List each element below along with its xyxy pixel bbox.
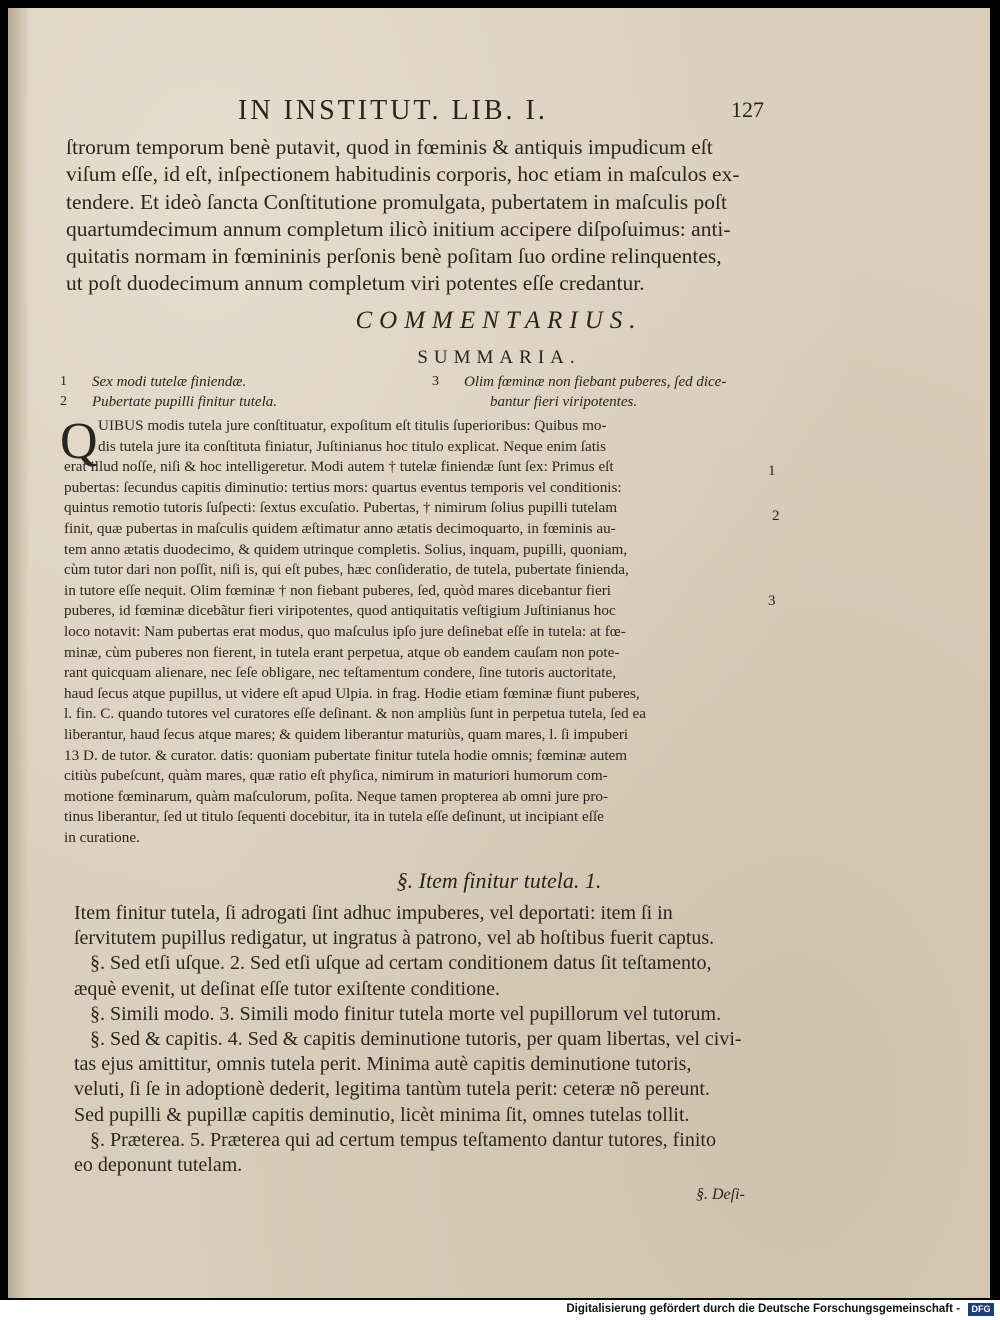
text-line: tem anno ætatis duodecimo, & quidem utrinque completis. Solius, inquam, pupilli, quoniam, [64,540,628,558]
text-line: ſtrorum temporum benè putavit, quod in fœminis & antiquis impudicum eſt [66,135,713,159]
text-line: puberes, id fœminæ dicebãtur fieri viripotentes, quod antiquitatis veſtigium Juſtinianus hoc [64,602,616,620]
running-title: IN INSTITUT. LIB. I. [238,95,548,126]
margin-number: 3 [768,593,776,609]
text-line: 13 D. de tutor. & curator. datis: quoniam pubertate finitur tutela hodie omnis; fœminæ autem [64,746,628,764]
text-line: minæ, cùm puberes non fierent, in tutela erant perpetua, atque ob eandem cauſam non pote- [64,643,620,661]
summary-number: 2 [60,394,67,409]
footer-credit: Digitalisierung gefördert durch die Deutsche Forschungsgemeinschaft - [566,1303,960,1315]
text-line: dis tutela jure ita conſtituta finiatur, Juſtinianus hoc titulo explicat. Neque enim ſatis [98,437,607,455]
text-line: citiùs pubeſcunt, quàm mares, quæ ratio eſt phyſica, nimirum in maturiori humorum com- [64,767,608,785]
text-line: rant quicquam alienare, nec ſeſe obligare, nec teſtamentum condere, ſine tutoris auctoritate, [64,664,616,682]
summary-item: Olim fœminæ non fiebant puberes, ſed dice- [464,374,727,390]
summary-item: Sex modi tutelæ finiendæ. [92,374,247,390]
text-line: loco notavit: Nam pubertas erat modus, quo maſculus ipſo jure deſinebat eſſe in tutela: at fœ- [64,622,626,640]
summary-number: 1 [60,374,67,389]
text-line: ut poſt duodecimum annum completum viri potentes eſſe credantur. [66,271,645,296]
text-line: in curatione. [64,828,140,846]
running-header [8,95,990,129]
text-line: tas ejus amittitur, omnis tutela perit. Minima autè capitis deminutione tutoris, [74,1053,692,1076]
text-line: erat illud noſſe, niſi & hoc intelligeretur. Modi autem † tutelæ finiendæ ſunt ſex: Primus eſt [64,458,614,476]
text-line: liberantur, haud ſecus atque mares; & quidem liberantur maturiùs, quam mares, l. ſi impuberi [64,725,629,743]
margin-number: 2 [772,508,780,524]
summary-item: Pubertate pupilli finitur tutela. [92,394,277,410]
book-page [8,8,990,1298]
margin-number: 1 [768,463,776,479]
text-line: UIBUS modis tutela jure conſtituatur, expoſitum eſt titulis ſuperioribus: Quibus mo- [98,417,607,434]
text-line: tinus liberantur, ſed ut titulo ſequenti docebitur, ita in tutela eſſe deſinunt, ut incipiant eſſe [64,808,604,826]
text-line: eo deponunt tutelam. [74,1154,243,1177]
section-paragraph [74,901,742,1178]
text-line: §. Simili modo. 3. Simili modo finitur tutela morte vel pupillorum vel tutorum. [90,1002,722,1025]
text-line: Sed pupilli & pupillæ capitis deminutio, licèt minima ſit, omnes tutelas tollit. [74,1103,690,1126]
text-line: veluti, ſi ſe in adoptionè dederit, legitima tantùm tutela perit: ceteræ nõ pereunt. [74,1078,710,1101]
drop-capital: Q [60,413,98,470]
text-line: l. fin. C. quando tutores vel curatores eſſe deſinant. & non ampliùs ſunt in perpetua tutela, ſed ea [64,705,647,723]
text-line: pubertas: ſecundus capitis diminutio: tertius mors: quartus eventus temporis vel conditionis: [64,478,622,496]
text-line: §. Præterea. 5. Præterea qui ad certum tempus teſtamento dantur tutores, finito [90,1128,716,1151]
text-line: ſervitutem pupillus redigatur, ut ingratus à patrono, vel ab hoſtibus fuerit captus. [74,927,715,950]
page-number: 127 [731,97,764,122]
text-line: §. Sed & capitis. 4. Sed & capitis deminutione tutoris, per quam libertas, vel civi- [90,1028,742,1051]
catchword: §. Deſi- [696,1186,745,1203]
section-title: §. Item finitur tutela. 1. [396,868,602,893]
text-line: Item finitur tutela, ſi adrogati ſint adhuc impuberes, vel deportati: item ſi in [74,902,673,924]
text-line: æquè evenit, ut deſinat eſſe tutor exiſtente conditione. [74,977,500,1000]
intro-paragraph [66,134,740,298]
text-line: in tutore eſſe nequit. Olim fœminæ † non fiebant puberes, ſed, quòd mares dicebantur fieri [64,581,612,599]
text-line: viſum eſſe, id eſt, inſpectionem habitudinis corporis, hoc etiam in maſculos ex- [66,162,740,187]
page-spine-shadow [8,8,30,1298]
text-line: quartumdecimum annum completum ilicò initium accipere diſpoſuimus: anti- [66,216,731,241]
text-line: motione fœminarum, quàm maſculorum, poſita. Neque tamen propterea ab omni jure pro- [64,787,609,805]
text-line: quitatis normam in fœmininis perſonis benè poſitam ſuo ordine relinquentes, [66,244,722,269]
commentary-heading: COMMENTARIUS. [355,307,643,334]
text-line: §. Sed etſi uſque. 2. Sed etſi uſque ad certam conditionem datus ſit teſtamento, [90,952,712,975]
commentary-paragraph [64,416,646,848]
text-line: tendere. Et ideò ſancta Conſtitutione promulgata, pubertatem in maſculis poſt [66,189,727,214]
text-line: haud ſecus atque pupillus, ut videre eſt apud Ulpia. in frag. Hodie etiam fœminæ fiunt puberes, [64,684,640,702]
text-line: finit, quæ pubertas in maſculis quidem æſtimatur anno ætatis decimoquarto, in fœminis au- [64,519,616,537]
digitization-footer [0,1300,1000,1320]
dfg-logo: DFG [968,1303,994,1316]
summary-item: bantur fieri viripotentes. [490,394,638,410]
summary-heading: SUMMARIA. [417,347,581,368]
summary-number: 3 [432,374,439,389]
text-line: cùm tutor dari non poſſit, niſi is, qui eſt pubes, hæc conſideratio, de tutela, pubertate finienda, [64,561,629,579]
text-line: quintus remotio tutoris ſuſpecti: ſextus excuſatio. Pubertas, † nimirum ſolius pupilli tutelam [64,499,618,517]
